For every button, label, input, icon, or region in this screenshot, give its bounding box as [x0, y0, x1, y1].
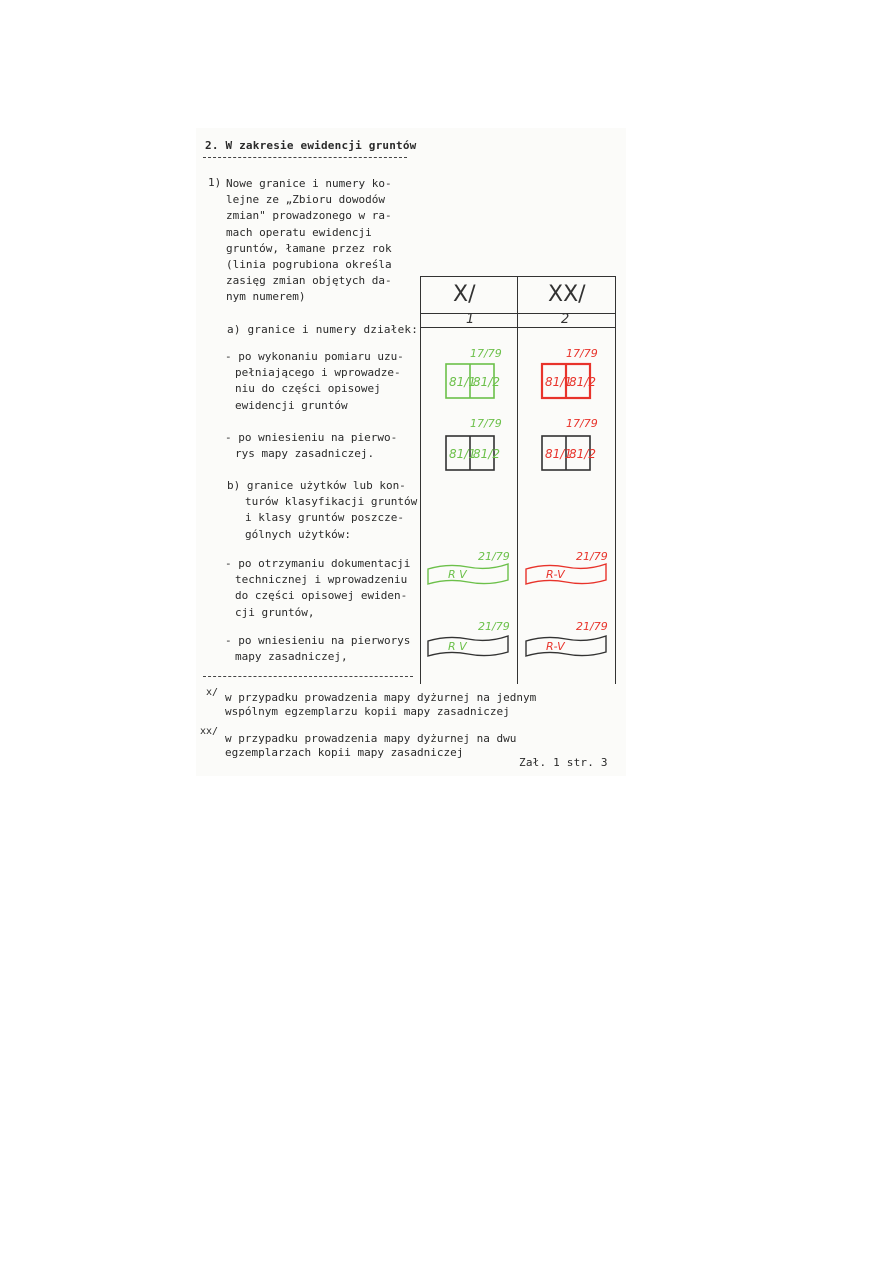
footnote-1-mark: x/ [206, 687, 219, 698]
column-2-number: 2 [561, 312, 570, 327]
land-col2-row1-class-label: R-V [546, 568, 565, 581]
parcel-col1-row1-right-number: 81/2 [473, 375, 500, 389]
footnote-line: w przypadku prowadzenia mapy dyżurnej na dwu [225, 732, 517, 745]
item-1-number: 1) [208, 176, 222, 189]
land-4-change-number: 21/79 [576, 620, 608, 633]
parcel-col2-row1-left-number: 81/1 [545, 375, 572, 389]
text-line: - po otrzymaniu dokumentacji [225, 557, 411, 570]
land-col1-row1-class-label: R V [448, 568, 467, 581]
parcel-col2-row2-left-number: 81/1 [545, 447, 572, 461]
footnote-2-text [225, 732, 516, 759]
land-3-change-number: 21/79 [478, 620, 510, 633]
item-1-line: zmian" prowadzonego w ra- [226, 209, 392, 223]
footnote-line: w przypadku prowadzenia mapy dyżurnej na jednym [225, 691, 537, 704]
text-line: cji gruntów, [235, 605, 315, 619]
text-line: b) granice użytków lub kon- [227, 479, 406, 492]
section-a-title: a) granice i numery działek: [227, 323, 419, 336]
land-1-change-number: 21/79 [478, 550, 510, 563]
page-reference: Zał. 1 str. 3 [519, 756, 608, 769]
text-line: turów klasyfikacji gruntów [245, 495, 418, 509]
item-1-line: nym numerem) [226, 290, 306, 304]
footnote-1-text [225, 691, 536, 718]
text-line: gólnych użytków: [245, 527, 351, 541]
parcel-col1-row2-left-number: 81/1 [449, 447, 476, 461]
column-2-heading: XX/ [548, 282, 586, 307]
parcel-col1-row2-right-number: 81/2 [473, 447, 500, 461]
parcel-1-change-number: 17/79 [470, 347, 502, 360]
text-line: mapy zasadniczej, [235, 650, 348, 664]
text-line: niu do części opisowej [235, 382, 381, 396]
land-col2-row2-class-label: R-V [546, 640, 565, 653]
text-line: - po wniesieniu na pierwo- [225, 431, 398, 444]
text-line: ewidencji gruntów [235, 398, 348, 412]
item-1-line: Nowe granice i numery ko- [226, 177, 392, 190]
item-1-line: lejne ze „Zbioru dowodów [226, 193, 385, 207]
column-1-number: 1 [466, 312, 475, 327]
parcel-col2-row1-right-number: 81/2 [569, 375, 596, 389]
land-col1-row1-outline [428, 564, 508, 584]
land-col1-row2-outline [428, 636, 508, 656]
land-2-change-number: 21/79 [576, 550, 608, 563]
land-col2-row2-outline [526, 636, 606, 656]
item-1-line: (linia pogrubiona określa [226, 258, 392, 272]
text-line: pełniającego i wprowadze- [235, 366, 401, 380]
text-line: - po wniesieniu na pierworys [225, 634, 411, 647]
land-col2-row1-outline [526, 564, 606, 584]
text-line: - po wykonaniu pomiaru uzu- [225, 350, 404, 363]
text-line: do części opisowej ewiden- [235, 589, 408, 603]
text-line: rys mapy zasadniczej. [235, 447, 375, 461]
section-heading: 2. W zakresie ewidencji gruntów [205, 139, 417, 152]
parcel-col1-row1-left-number: 81/1 [449, 375, 476, 389]
text-line: i klasy gruntów poszcze- [245, 511, 404, 525]
parcel-4-change-number: 17/79 [566, 417, 598, 430]
item-1-line: zasięg zmian objętych da- [226, 274, 392, 288]
text-line: technicznej i wprowadzeniu [235, 573, 408, 587]
item-1-line: gruntów, łamane przez rok [226, 241, 392, 255]
land-col1-row2-class-label: R V [448, 640, 467, 653]
item-1-line: mach operatu ewidencji [226, 225, 372, 239]
parcel-3-change-number: 17/79 [470, 417, 502, 430]
footnote-2-mark: xx/ [200, 726, 219, 737]
footnote-line: egzemplarzach kopii mapy zasadniczej [225, 745, 464, 759]
parcel-2-change-number: 17/79 [566, 347, 598, 360]
column-1-heading: X/ [453, 282, 476, 307]
parcel-col2-row2-right-number: 81/2 [569, 447, 596, 461]
footnote-line: wspólnym egzemplarzu kopii mapy zasadniczej [225, 704, 510, 718]
